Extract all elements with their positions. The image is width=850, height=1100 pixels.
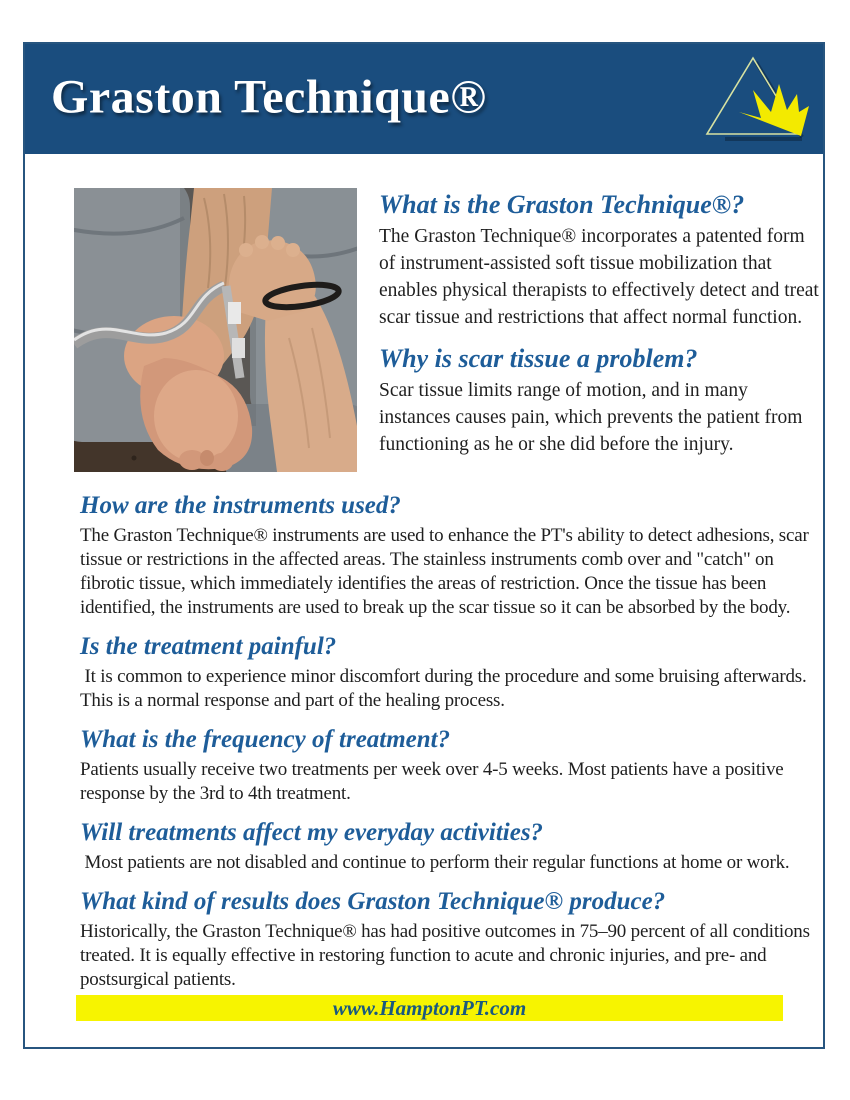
answer-text: Most patients are not disabled and continue to perform their regular functions at home or work. (80, 852, 790, 873)
website-url-link[interactable]: www.HamptonPT.com (332, 995, 527, 1020)
qa-section-painful (80, 633, 818, 713)
page-title: Graston Technique® (51, 70, 487, 124)
answer-text: It is common to experience minor discomfort during the procedure and some bruising afterwards. This is a normal response and part of the healing process. (80, 666, 807, 711)
qa-section-frequency (80, 726, 818, 806)
question-heading: Is the treatment painful? (80, 633, 337, 660)
right-column (379, 190, 819, 458)
qa-section-scar-tissue (379, 344, 819, 458)
answer-text: Scar tissue limits range of motion, and in many instances causes pain, which prevents the patient from functioning as he or she did before the injury. (379, 380, 803, 455)
question-heading: What is the frequency of treatment? (80, 726, 451, 753)
qa-section-what-is (379, 190, 819, 331)
answer-text: The Graston Technique® incorporates a patented form of instrument-assisted soft tissue mobilization that enables physical therapists to effectively detect and treat scar tissue and restrictions that affect normal function. (379, 226, 819, 328)
question-heading: How are the instruments used? (80, 492, 401, 519)
document-page (23, 42, 825, 1049)
website-banner (76, 995, 783, 1021)
question-heading: What is the Graston Technique®? (379, 190, 745, 219)
qa-section-everyday-activities (80, 819, 818, 875)
answer-text: Patients usually receive two treatments per week over 4-5 weeks. Most patients have a positive response by the 3rd to 4th treatment. (80, 759, 784, 804)
question-heading: What kind of results does Graston Technique® produce? (80, 888, 666, 915)
qa-section-instruments-used (80, 492, 818, 620)
triangle-sunburst-logo-icon (695, 50, 813, 148)
answer-text: Historically, the Graston Technique® has had positive outcomes in 75–90 percent of all conditions treated. It is equally effective in restoring function to acute and chronic injuries, and pre- and postsurgical patients. (80, 921, 810, 990)
question-heading: Why is scar tissue a problem? (379, 344, 698, 373)
main-column (80, 492, 818, 992)
answer-text: The Graston Technique® instruments are used to enhance the PT's ability to detect adhesions, scar tissue or restrictions in the affected areas. The stainless instruments comb over and "catch" on fibrotic tissue, which immediately identifies the areas of restriction. Once the tissue has been identified, the instruments are used to break up the scar tissue so it can be absorbed by the body. (80, 525, 809, 618)
header-band (25, 44, 823, 154)
ankle-treatment-photo (74, 188, 357, 472)
question-heading: Will treatments affect my everyday activities? (80, 819, 544, 846)
qa-section-results (80, 888, 818, 992)
